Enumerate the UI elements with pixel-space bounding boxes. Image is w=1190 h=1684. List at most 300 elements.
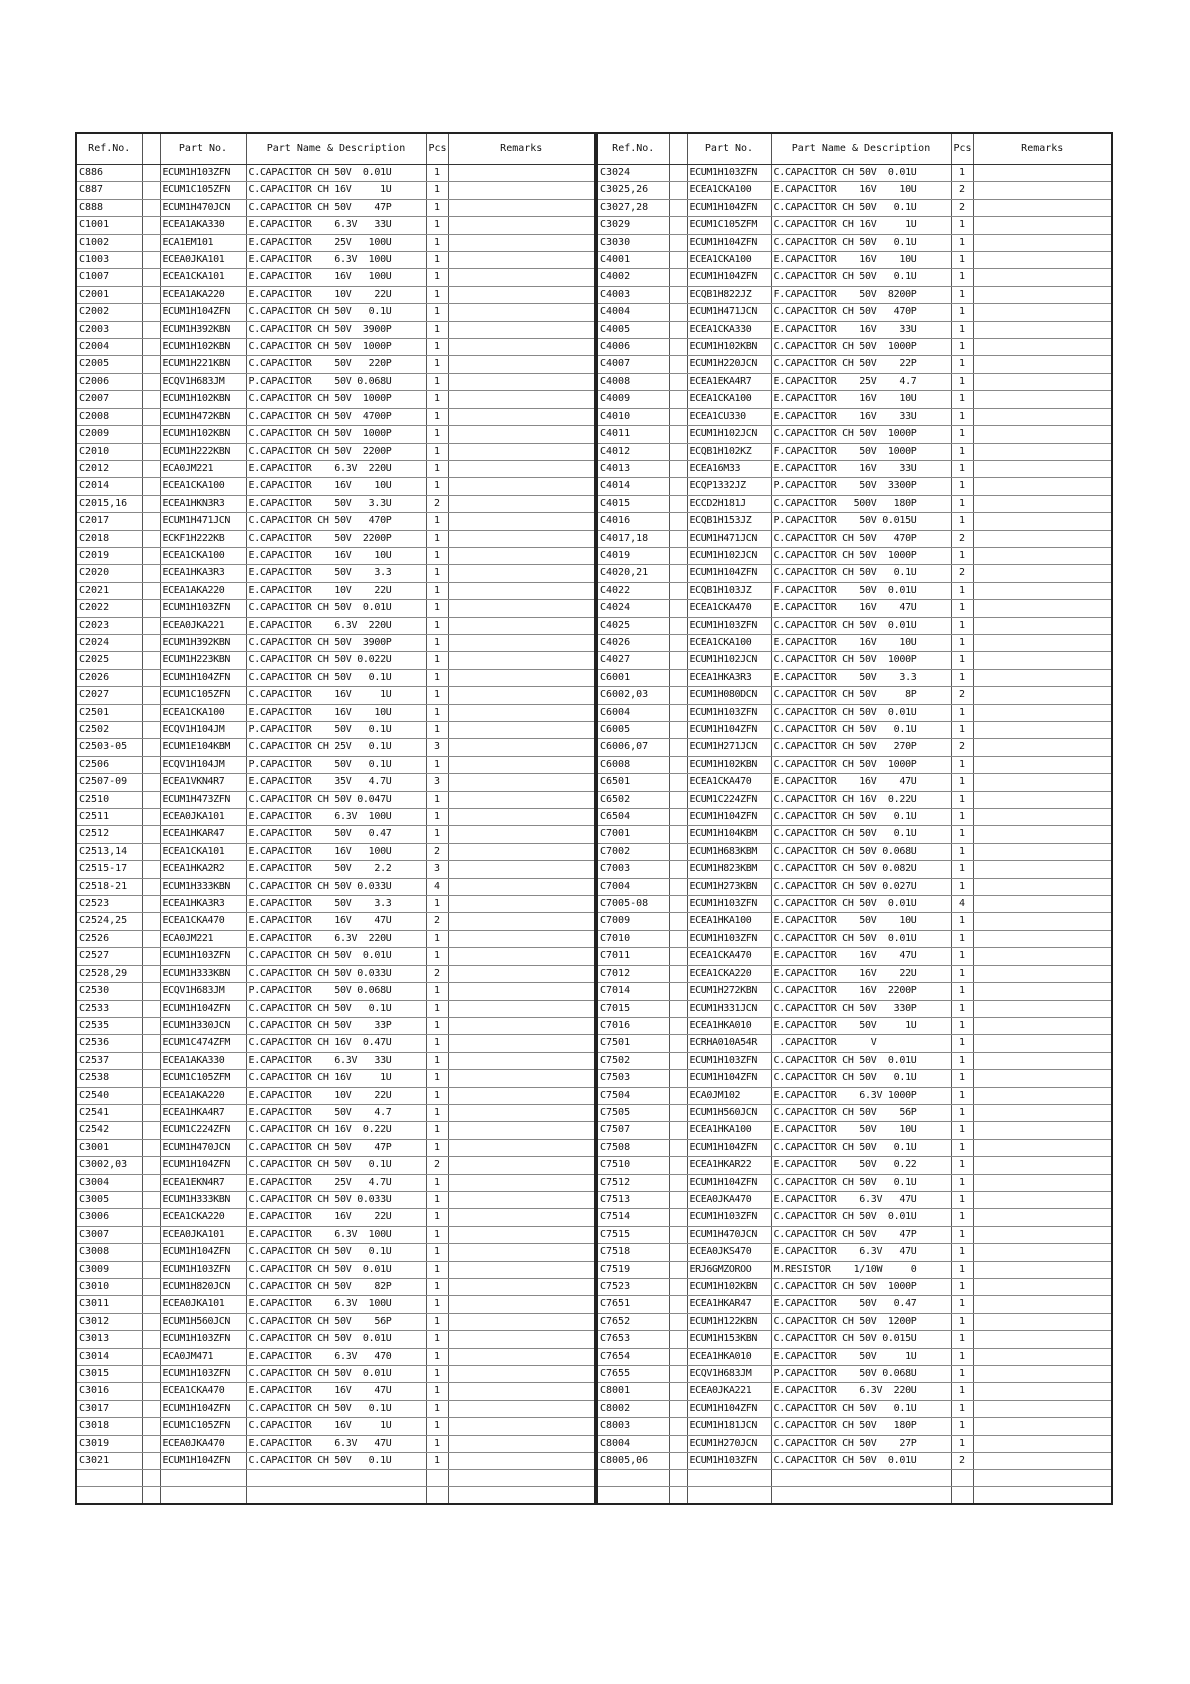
description-cell: C.CAPACITOR CH 50V 0.01U <box>771 165 951 182</box>
pcs-cell: 2 <box>951 565 973 582</box>
pcs-cell: 1 <box>951 617 973 634</box>
description-cell: E.CAPACITOR 16V 22U <box>771 965 951 982</box>
blank-cell <box>142 634 160 651</box>
table-row <box>597 1122 1112 1139</box>
pcs-cell: 1 <box>951 443 973 460</box>
part-no-cell: ECEA1HKAR47 <box>160 826 246 843</box>
blank-cell <box>142 1261 160 1278</box>
part-no-cell: ECUM1H103ZFN <box>160 1331 246 1348</box>
blank-cell <box>142 1279 160 1296</box>
blank-cell <box>142 1104 160 1121</box>
blank-cell <box>669 1418 687 1435</box>
description-cell: E.CAPACITOR 50V 0.22 <box>771 1157 951 1174</box>
table-row <box>597 460 1112 477</box>
blank-cell <box>669 1453 687 1470</box>
blank-cell <box>669 809 687 826</box>
part-no-cell: ECEA1CKA100 <box>687 252 771 269</box>
part-no-cell: ECEA1CKA100 <box>687 182 771 199</box>
ref-no-cell: C3024 <box>597 165 669 182</box>
table-row <box>76 1418 595 1435</box>
pcs-cell: 1 <box>951 861 973 878</box>
blank-cell <box>669 408 687 425</box>
part-no-cell: ECQV1H104JM <box>160 722 246 739</box>
ref-no-cell: C8005,06 <box>597 1453 669 1470</box>
blank-cell <box>246 1487 426 1505</box>
ref-no-cell: C7003 <box>597 861 669 878</box>
remarks-cell <box>448 1122 595 1139</box>
pcs-cell: 1 <box>951 1418 973 1435</box>
ref-no-cell: C2015,16 <box>76 495 142 512</box>
description-cell: E.CAPACITOR 25V 4.7 <box>771 373 951 390</box>
remarks-cell <box>973 722 1112 739</box>
ref-no-cell: C3012 <box>76 1313 142 1330</box>
description-cell: C.CAPACITOR CH 50V 8P <box>771 687 951 704</box>
remarks-cell <box>448 878 595 895</box>
blank-cell <box>669 617 687 634</box>
pcs-cell: 1 <box>426 565 448 582</box>
remarks-cell <box>973 304 1112 321</box>
table-row <box>76 356 595 373</box>
pcs-cell: 1 <box>951 1070 973 1087</box>
ref-no-cell: C4013 <box>597 460 669 477</box>
blank-cell <box>142 1331 160 1348</box>
ref-no-cell: C2023 <box>76 617 142 634</box>
blank-cell <box>142 739 160 756</box>
table-row <box>597 1209 1112 1226</box>
ref-no-cell: C2022 <box>76 600 142 617</box>
description-cell: P.CAPACITOR 50V 0.068U <box>246 983 426 1000</box>
ref-no-cell: C8004 <box>597 1435 669 1452</box>
table-row <box>597 704 1112 721</box>
ref-no-cell: C7501 <box>597 1035 669 1052</box>
table-row <box>76 565 595 582</box>
table-row <box>597 252 1112 269</box>
blank-cell <box>142 165 160 182</box>
table-row <box>76 774 595 791</box>
part-no-cell: ECUM1H221KBN <box>160 356 246 373</box>
pcs-cell: 1 <box>426 600 448 617</box>
ref-no-cell: C2018 <box>76 530 142 547</box>
table-row <box>76 234 595 251</box>
description-cell: P.CAPACITOR 50V 3300P <box>771 478 951 495</box>
part-no-cell: ECUM1H153KBN <box>687 1331 771 1348</box>
ref-no-cell: C3017 <box>76 1400 142 1417</box>
remarks-cell <box>448 826 595 843</box>
remarks-cell <box>448 252 595 269</box>
table-row <box>76 634 595 651</box>
ref-no-cell: C7015 <box>597 1000 669 1017</box>
pcs-cell: 1 <box>951 1279 973 1296</box>
remarks-cell <box>448 1383 595 1400</box>
blank-cell <box>142 1209 160 1226</box>
pcs-cell: 1 <box>951 1122 973 1139</box>
remarks-cell <box>448 1453 595 1470</box>
description-cell: E.CAPACITOR 6.3V 33U <box>246 217 426 234</box>
table-row <box>597 356 1112 373</box>
ref-no-cell: C1002 <box>76 234 142 251</box>
table-row <box>597 1104 1112 1121</box>
table-row <box>76 704 595 721</box>
remarks-cell <box>973 1087 1112 1104</box>
blank-cell <box>142 652 160 669</box>
blank-cell <box>160 1487 246 1505</box>
table-row <box>597 304 1112 321</box>
description-cell: C.CAPACITOR CH 50V 0.033U <box>246 878 426 895</box>
table-row <box>76 478 595 495</box>
blank-cell <box>669 1470 687 1487</box>
part-no-cell: ECQB1H103JZ <box>687 582 771 599</box>
blank-cell <box>142 1348 160 1365</box>
table-row <box>597 1191 1112 1208</box>
remarks-cell <box>448 809 595 826</box>
ref-no-cell: C2533 <box>76 1000 142 1017</box>
remarks-cell <box>973 1331 1112 1348</box>
table-row <box>76 965 595 982</box>
ref-no-cell: C2542 <box>76 1122 142 1139</box>
part-no-cell: ECEA1CKA220 <box>687 965 771 982</box>
description-cell: C.CAPACITOR CH 50V 1200P <box>771 1313 951 1330</box>
blank-cell <box>669 652 687 669</box>
description-cell: .CAPACITOR V <box>771 1035 951 1052</box>
table-row <box>76 1313 595 1330</box>
part-no-cell: ECUM1H270JCN <box>687 1435 771 1452</box>
ref-no-cell: C2007 <box>76 391 142 408</box>
part-no-cell: ECEA1CKA100 <box>160 547 246 564</box>
part-no-cell: ECUM1H102KBN <box>687 339 771 356</box>
ref-no-cell: C7016 <box>597 1017 669 1034</box>
table-row <box>597 687 1112 704</box>
pcs-cell: 1 <box>951 1226 973 1243</box>
blank-cell <box>669 948 687 965</box>
table-row <box>597 1366 1112 1383</box>
table-row <box>597 547 1112 564</box>
description-cell: E.CAPACITOR 6.3V 220U <box>771 1383 951 1400</box>
table-row <box>76 1139 595 1156</box>
part-no-cell: ECEA0JKA470 <box>160 1435 246 1452</box>
part-no-cell: ECUM1C224ZFN <box>160 1122 246 1139</box>
description-cell: E.CAPACITOR 10V 22U <box>246 286 426 303</box>
description-cell: C.CAPACITOR CH 50V 56P <box>246 1313 426 1330</box>
description-cell: C.CAPACITOR CH 50V 1000P <box>771 756 951 773</box>
blank-header <box>142 133 160 165</box>
description-cell: E.CAPACITOR 50V 10U <box>771 913 951 930</box>
part-no-cell: ECUM1H103ZFN <box>160 1261 246 1278</box>
pcs-cell: 1 <box>951 669 973 686</box>
remarks-cell <box>973 756 1112 773</box>
ref-no-cell: C3005 <box>76 1191 142 1208</box>
blank-cell <box>669 217 687 234</box>
blank-cell <box>142 913 160 930</box>
description-cell: C.CAPACITOR CH 50V 0.1U <box>771 826 951 843</box>
table-row <box>76 530 595 547</box>
remarks-cell <box>448 617 595 634</box>
pcs-cell: 2 <box>426 1157 448 1174</box>
pcs-cell: 1 <box>951 774 973 791</box>
pcs-cell: 1 <box>951 948 973 965</box>
remarks-cell <box>973 687 1112 704</box>
remarks-cell <box>448 1035 595 1052</box>
part-no-cell: ECUM1H271JCN <box>687 739 771 756</box>
ref-no-cell: C4006 <box>597 339 669 356</box>
table-row <box>76 513 595 530</box>
description-cell: E.CAPACITOR 6.3V 220U <box>246 930 426 947</box>
table-row <box>76 930 595 947</box>
pcs-cell: 1 <box>951 339 973 356</box>
remarks-cell <box>448 634 595 651</box>
table-row <box>76 1122 595 1139</box>
pcs-cell: 1 <box>951 304 973 321</box>
table-row <box>597 861 1112 878</box>
remarks-cell <box>973 443 1112 460</box>
table-row <box>597 634 1112 651</box>
description-cell: E.CAPACITOR 50V 0.47 <box>771 1296 951 1313</box>
part-no-cell: ECEA1AKA220 <box>160 582 246 599</box>
table-row <box>76 1279 595 1296</box>
blank-cell <box>669 304 687 321</box>
description-cell: P.CAPACITOR 50V 0.1U <box>246 756 426 773</box>
table-row <box>76 983 595 1000</box>
pcs-cell: 1 <box>951 1244 973 1261</box>
remarks-cell <box>973 1348 1112 1365</box>
ref-no-cell: C7513 <box>597 1191 669 1208</box>
blank-cell <box>669 1017 687 1034</box>
table-row <box>76 443 595 460</box>
description-cell: C.CAPACITOR CH 50V 0.01U <box>771 1052 951 1069</box>
table-row <box>76 1087 595 1104</box>
pcs-cell: 1 <box>951 809 973 826</box>
description-cell: E.CAPACITOR 6.3V 47U <box>771 1244 951 1261</box>
blank-cell <box>142 478 160 495</box>
description-cell: E.CAPACITOR 25V 4.7U <box>246 1174 426 1191</box>
remarks-cell <box>973 1035 1112 1052</box>
part-no-cell: ECUM1H102KBN <box>160 339 246 356</box>
table-row <box>76 373 595 390</box>
table-row <box>76 1331 595 1348</box>
part-no-cell: ECUM1H104ZFN <box>160 1400 246 1417</box>
blank-cell <box>669 1244 687 1261</box>
blank-cell <box>669 426 687 443</box>
part-no-cell: ECEA1HKN3R3 <box>160 495 246 512</box>
remarks-cell <box>973 1261 1112 1278</box>
blank-cell <box>142 1017 160 1034</box>
ref-no-cell: C3027,28 <box>597 199 669 216</box>
ref-no-cell: C3002,03 <box>76 1157 142 1174</box>
part-no-cell: ECEA1HKA3R3 <box>160 896 246 913</box>
pcs-cell: 1 <box>426 983 448 1000</box>
part-no-header: Part No. <box>687 133 771 165</box>
remarks-cell <box>973 1157 1112 1174</box>
part-no-cell: ECEA1CKA470 <box>687 948 771 965</box>
part-no-cell: ECUM1H104ZFN <box>160 304 246 321</box>
description-cell: E.CAPACITOR 6.3V 100U <box>246 252 426 269</box>
remarks-cell <box>973 356 1112 373</box>
table-row <box>597 722 1112 739</box>
remarks-cell <box>973 930 1112 947</box>
description-cell: P.CAPACITOR 50V 0.015U <box>771 513 951 530</box>
remarks-cell <box>973 286 1112 303</box>
blank-cell <box>669 861 687 878</box>
pcs-cell: 1 <box>426 460 448 477</box>
description-cell: E.CAPACITOR 6.3V 47U <box>771 1191 951 1208</box>
blank-cell <box>142 948 160 965</box>
blank-cell <box>142 1139 160 1156</box>
blank-cell <box>669 600 687 617</box>
description-cell: C.CAPACITOR CH 50V 0.1U <box>771 565 951 582</box>
blank-cell <box>142 1296 160 1313</box>
description-cell: C.CAPACITOR CH 50V 0.01U <box>771 1209 951 1226</box>
pcs-cell: 2 <box>426 913 448 930</box>
table-row <box>597 1017 1112 1034</box>
pcs-cell: 1 <box>426 826 448 843</box>
ref-no-cell: C8002 <box>597 1400 669 1417</box>
pcs-cell: 1 <box>951 1104 973 1121</box>
ref-no-cell: C4022 <box>597 582 669 599</box>
part-no-cell: ECUM1H104ZFN <box>160 1453 246 1470</box>
ref-no-cell: C4020,21 <box>597 565 669 582</box>
description-cell: C.CAPACITOR CH 50V 1000P <box>771 1279 951 1296</box>
part-no-cell: ECEA1HKA010 <box>687 1017 771 1034</box>
ref-no-cell: C2024 <box>76 634 142 651</box>
pcs-cell: 1 <box>426 1331 448 1348</box>
blank-cell <box>142 1400 160 1417</box>
ref-no-cell: C2008 <box>76 408 142 425</box>
remarks-cell <box>973 252 1112 269</box>
remarks-cell <box>448 983 595 1000</box>
table-row <box>76 913 595 930</box>
ref-no-cell: C887 <box>76 182 142 199</box>
table-row <box>76 304 595 321</box>
blank-cell <box>142 600 160 617</box>
table-row <box>597 478 1112 495</box>
part-no-cell: ECUM1H103ZFN <box>687 1453 771 1470</box>
description-cell: E.CAPACITOR 6.3V 1000P <box>771 1087 951 1104</box>
table-row <box>76 1157 595 1174</box>
table-row <box>597 1244 1112 1261</box>
remarks-cell <box>448 547 595 564</box>
table-row <box>76 843 595 860</box>
blank-cell <box>142 443 160 460</box>
table-row <box>597 1052 1112 1069</box>
description-cell: C.CAPACITOR CH 50V 0.1U <box>771 1070 951 1087</box>
remarks-cell <box>448 1279 595 1296</box>
blank-cell <box>142 408 160 425</box>
part-no-cell: ECEA1CKA101 <box>160 269 246 286</box>
table-row <box>76 669 595 686</box>
part-no-cell: ECUM1H471JCN <box>160 513 246 530</box>
ref-no-cell: C3014 <box>76 1348 142 1365</box>
blank-cell <box>142 426 160 443</box>
pcs-cell: 1 <box>426 1244 448 1261</box>
remarks-cell <box>448 443 595 460</box>
description-cell: C.CAPACITOR CH 50V 1000P <box>771 426 951 443</box>
description-cell: E.CAPACITOR 6.3V 100U <box>246 1226 426 1243</box>
table-row <box>597 495 1112 512</box>
remarks-cell <box>973 1383 1112 1400</box>
pcs-cell: 1 <box>951 356 973 373</box>
blank-cell <box>142 304 160 321</box>
part-no-cell: ECUM1C105ZFN <box>160 1418 246 1435</box>
table-row <box>76 460 595 477</box>
table-row <box>76 1366 595 1383</box>
remarks-cell <box>973 600 1112 617</box>
pcs-cell: 2 <box>426 965 448 982</box>
ref-no-cell: C6004 <box>597 704 669 721</box>
table-row <box>76 1453 595 1470</box>
blank-cell <box>669 896 687 913</box>
ref-no-cell: C2001 <box>76 286 142 303</box>
part-no-cell: ECUM1H104ZFN <box>687 269 771 286</box>
part-no-cell: ECUM1H103ZFN <box>687 165 771 182</box>
remarks-cell <box>448 530 595 547</box>
table-row <box>597 269 1112 286</box>
blank-cell <box>669 1383 687 1400</box>
remarks-cell <box>448 1087 595 1104</box>
ref-no-cell: C6001 <box>597 669 669 686</box>
ref-no-cell: C2004 <box>76 339 142 356</box>
blank-cell <box>142 965 160 982</box>
blank-cell <box>142 530 160 547</box>
description-cell: E.CAPACITOR 50V 3.3 <box>771 669 951 686</box>
table-row <box>76 687 595 704</box>
description-cell: C.CAPACITOR CH 50V 0.027U <box>771 878 951 895</box>
description-cell: F.CAPACITOR 50V 8200P <box>771 286 951 303</box>
pcs-cell: 1 <box>426 930 448 947</box>
description-cell: E.CAPACITOR 16V 100U <box>246 269 426 286</box>
table-row <box>597 1296 1112 1313</box>
blank-cell <box>142 1383 160 1400</box>
pcs-cell: 1 <box>426 1035 448 1052</box>
blank-cell <box>142 983 160 1000</box>
table-row <box>76 286 595 303</box>
ref-no-cell: C4009 <box>597 391 669 408</box>
table-row <box>76 339 595 356</box>
ref-no-cell: C2515-17 <box>76 861 142 878</box>
part-no-cell: ECUM1H103ZFN <box>687 930 771 947</box>
part-no-cell: ECUM1H333KBN <box>160 1191 246 1208</box>
description-cell: C.CAPACITOR CH 50V 1000P <box>246 339 426 356</box>
remarks-cell <box>448 652 595 669</box>
blank-cell <box>142 1435 160 1452</box>
ref-no-cell: C2019 <box>76 547 142 564</box>
ref-no-cell: C2511 <box>76 809 142 826</box>
table-row <box>76 826 595 843</box>
ref-no-cell: C2536 <box>76 1035 142 1052</box>
remarks-cell <box>448 408 595 425</box>
description-cell: E.CAPACITOR 16V 33U <box>771 460 951 477</box>
remarks-cell <box>973 547 1112 564</box>
part-no-cell: ECEA1HKAR47 <box>687 1296 771 1313</box>
pcs-cell: 1 <box>951 1313 973 1330</box>
remarks-cell <box>973 1279 1112 1296</box>
part-no-cell: ECUM1H102JCN <box>687 426 771 443</box>
pcs-cell: 1 <box>951 1000 973 1017</box>
blank-cell <box>142 269 160 286</box>
remarks-cell <box>973 1400 1112 1417</box>
blank-cell <box>669 1279 687 1296</box>
description-cell: C.CAPACITOR CH 50V 0.1U <box>771 809 951 826</box>
description-cell: C.CAPACITOR CH 50V 0.1U <box>771 1400 951 1417</box>
blank-cell <box>669 1000 687 1017</box>
part-no-cell: ECUM1C224ZFN <box>687 791 771 808</box>
pcs-cell: 1 <box>951 165 973 182</box>
part-no-cell: ECUM1H392KBN <box>160 634 246 651</box>
remarks-cell <box>973 321 1112 338</box>
blank-cell <box>160 1470 246 1487</box>
part-no-cell: ECQB1H102KZ <box>687 443 771 460</box>
ref-no-cell: C4026 <box>597 634 669 651</box>
part-no-cell: ECQV1H104JM <box>160 756 246 773</box>
description-cell: C.CAPACITOR 16V 2200P <box>771 983 951 1000</box>
